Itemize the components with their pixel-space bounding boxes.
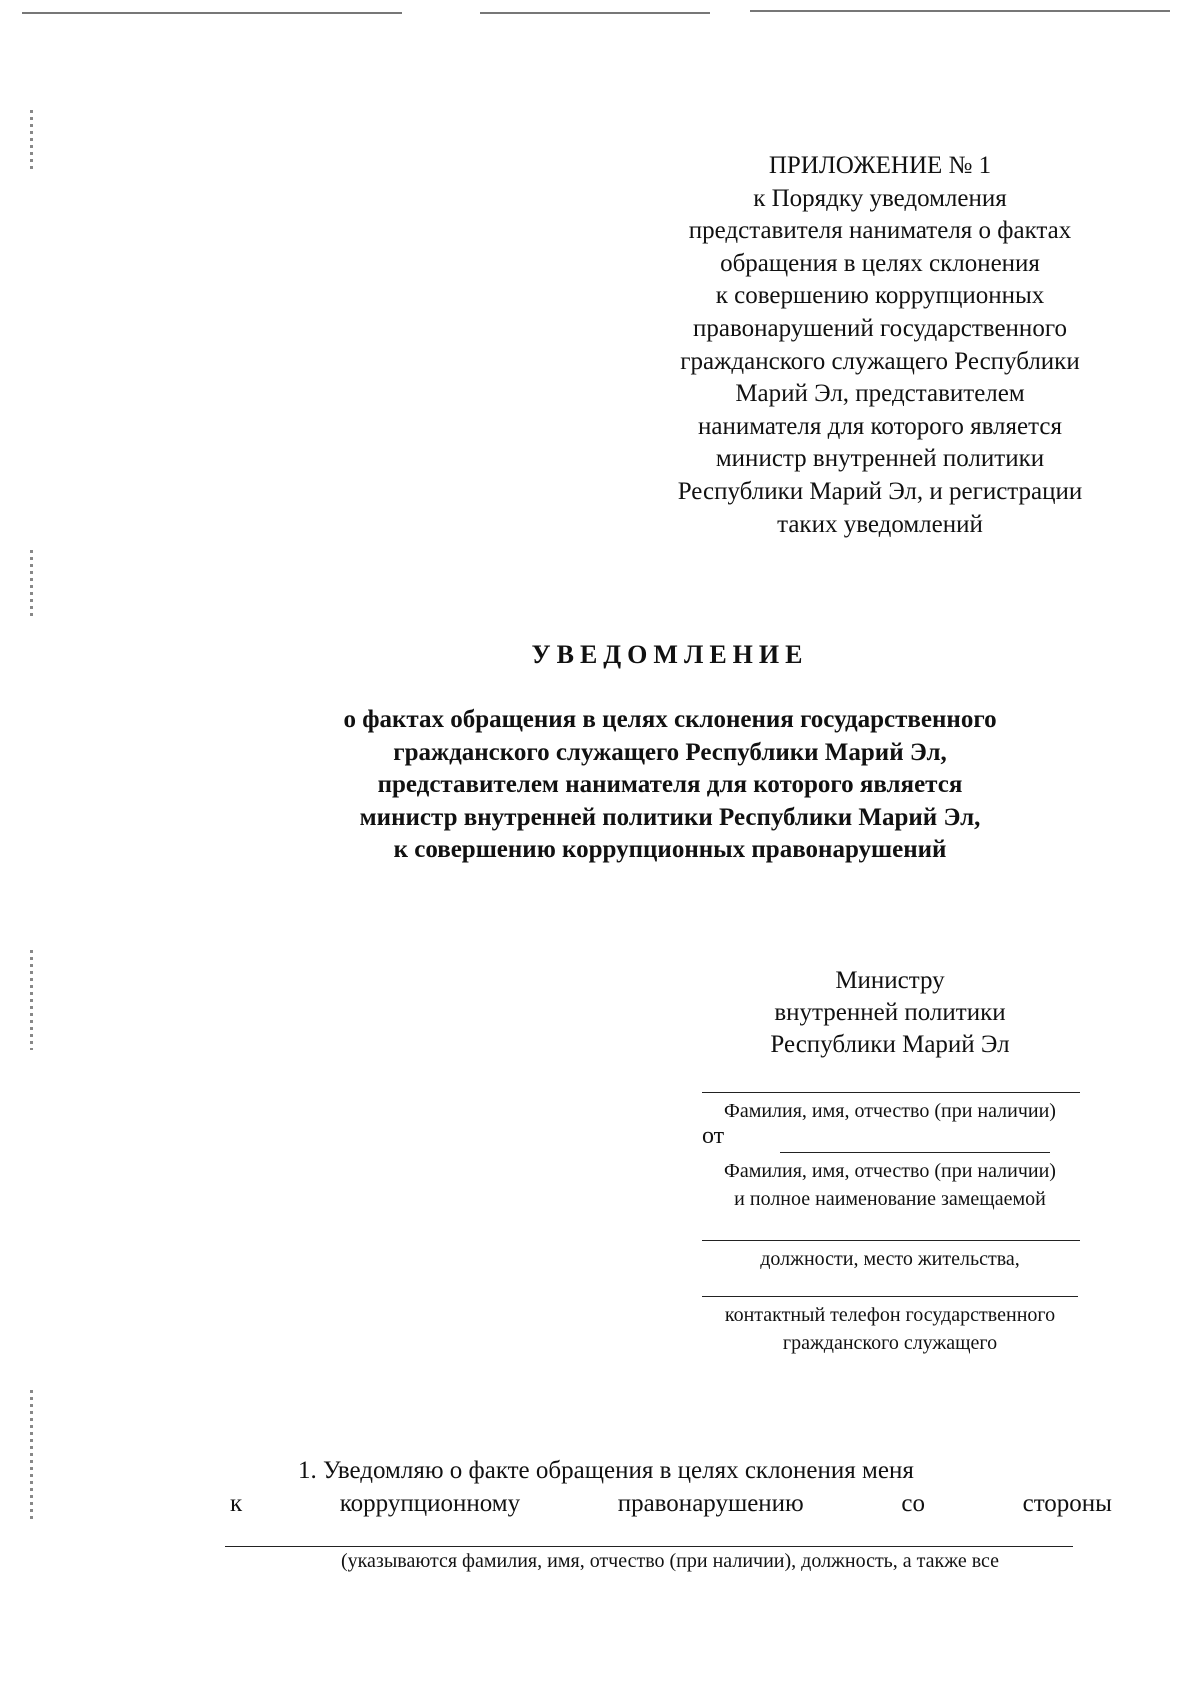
recipient-name-field[interactable] xyxy=(702,1092,1080,1093)
appendix-line: Марий Эл, представителем xyxy=(735,380,1025,408)
sender-position-caption: и полное наименование замещаемой xyxy=(734,1188,1046,1210)
paragraph-1-text: 1. Уведомляю о факте обращения в целях склонения меня xyxy=(298,1457,914,1484)
from-label: от xyxy=(702,1123,725,1149)
appendix-line: таких уведомлений xyxy=(777,510,983,538)
subtitle-line: о фактах обращения в целях склонения государственного xyxy=(343,706,997,733)
subtitle-line: представителем нанимателя для которого является xyxy=(377,771,963,799)
appendix-line: обращения в целях склонения xyxy=(720,249,1040,277)
appendix-line: ПРИЛОЖЕНИЕ № 1 xyxy=(768,152,992,179)
scan-edge-mark xyxy=(30,110,33,170)
paragraph-word: к xyxy=(230,1490,243,1517)
appendix-line: гражданского служащего Республики xyxy=(680,347,1080,375)
subtitle-line: к совершению коррупционных правонарушений xyxy=(393,836,947,864)
offender-details-caption: (указываются фамилия, имя, отчество (при наличии), должность, а также все xyxy=(340,1550,1000,1572)
document-title: УВЕДОМЛЕНИЕ xyxy=(531,640,809,669)
scan-edge-line xyxy=(22,12,402,14)
addressee-block xyxy=(690,965,1090,1061)
scan-edge-mark xyxy=(30,550,33,620)
paragraph-1-line-1 xyxy=(230,1457,1112,1485)
scan-edge-line xyxy=(750,10,1170,12)
appendix-line: к Порядку уведомления xyxy=(753,184,1007,212)
paragraph-word: стороны xyxy=(1022,1490,1112,1517)
sender-name-field[interactable] xyxy=(780,1152,1050,1153)
sender-phone-caption: контактный телефон государственного xyxy=(724,1304,1056,1326)
sender-name-caption: Фамилия, имя, отчество (при наличии) xyxy=(724,1160,1056,1182)
appendix-line: Республики Марий Эл, и регистрации xyxy=(677,477,1083,505)
paragraph-word: коррупционному xyxy=(339,1490,521,1517)
scan-edge-mark xyxy=(30,1390,33,1520)
sender-phone-field[interactable] xyxy=(702,1296,1078,1297)
document-subtitle xyxy=(250,704,1090,867)
paragraph-1-line-2 xyxy=(230,1490,1112,1518)
addressee-line: Министру xyxy=(835,967,945,994)
addressee-line: внутренней политики xyxy=(774,999,1006,1026)
appendix-line: к совершению коррупционных xyxy=(715,282,1045,310)
recipient-name-caption: Фамилия, имя, отчество (при наличии) xyxy=(724,1100,1056,1122)
appendix-line: министр внутренней политики xyxy=(715,445,1045,473)
addressee-line: Республики Марий Эл xyxy=(770,1031,1010,1058)
sender-position-field[interactable] xyxy=(702,1240,1080,1241)
offender-details-field[interactable] xyxy=(225,1546,1073,1547)
sender-residence-caption: должности, место жительства, xyxy=(760,1248,1020,1270)
subtitle-line: гражданского служащего Республики Марий Эл, xyxy=(393,738,947,766)
paragraph-word: со xyxy=(901,1490,925,1517)
subtitle-line: министр внутренней политики Республики Марий Эл, xyxy=(359,803,981,831)
scan-edge-line xyxy=(480,12,710,14)
appendix-line: правонарушений государственного xyxy=(693,314,1067,342)
appendix-line: представителя нанимателя о фактах xyxy=(688,217,1072,245)
appendix-line: нанимателя для которого является xyxy=(698,412,1062,440)
sender-phone-caption: гражданского служащего xyxy=(782,1332,998,1354)
scan-edge-mark xyxy=(30,950,33,1050)
paragraph-word: правонарушению xyxy=(617,1490,804,1517)
appendix-header xyxy=(640,150,1120,541)
